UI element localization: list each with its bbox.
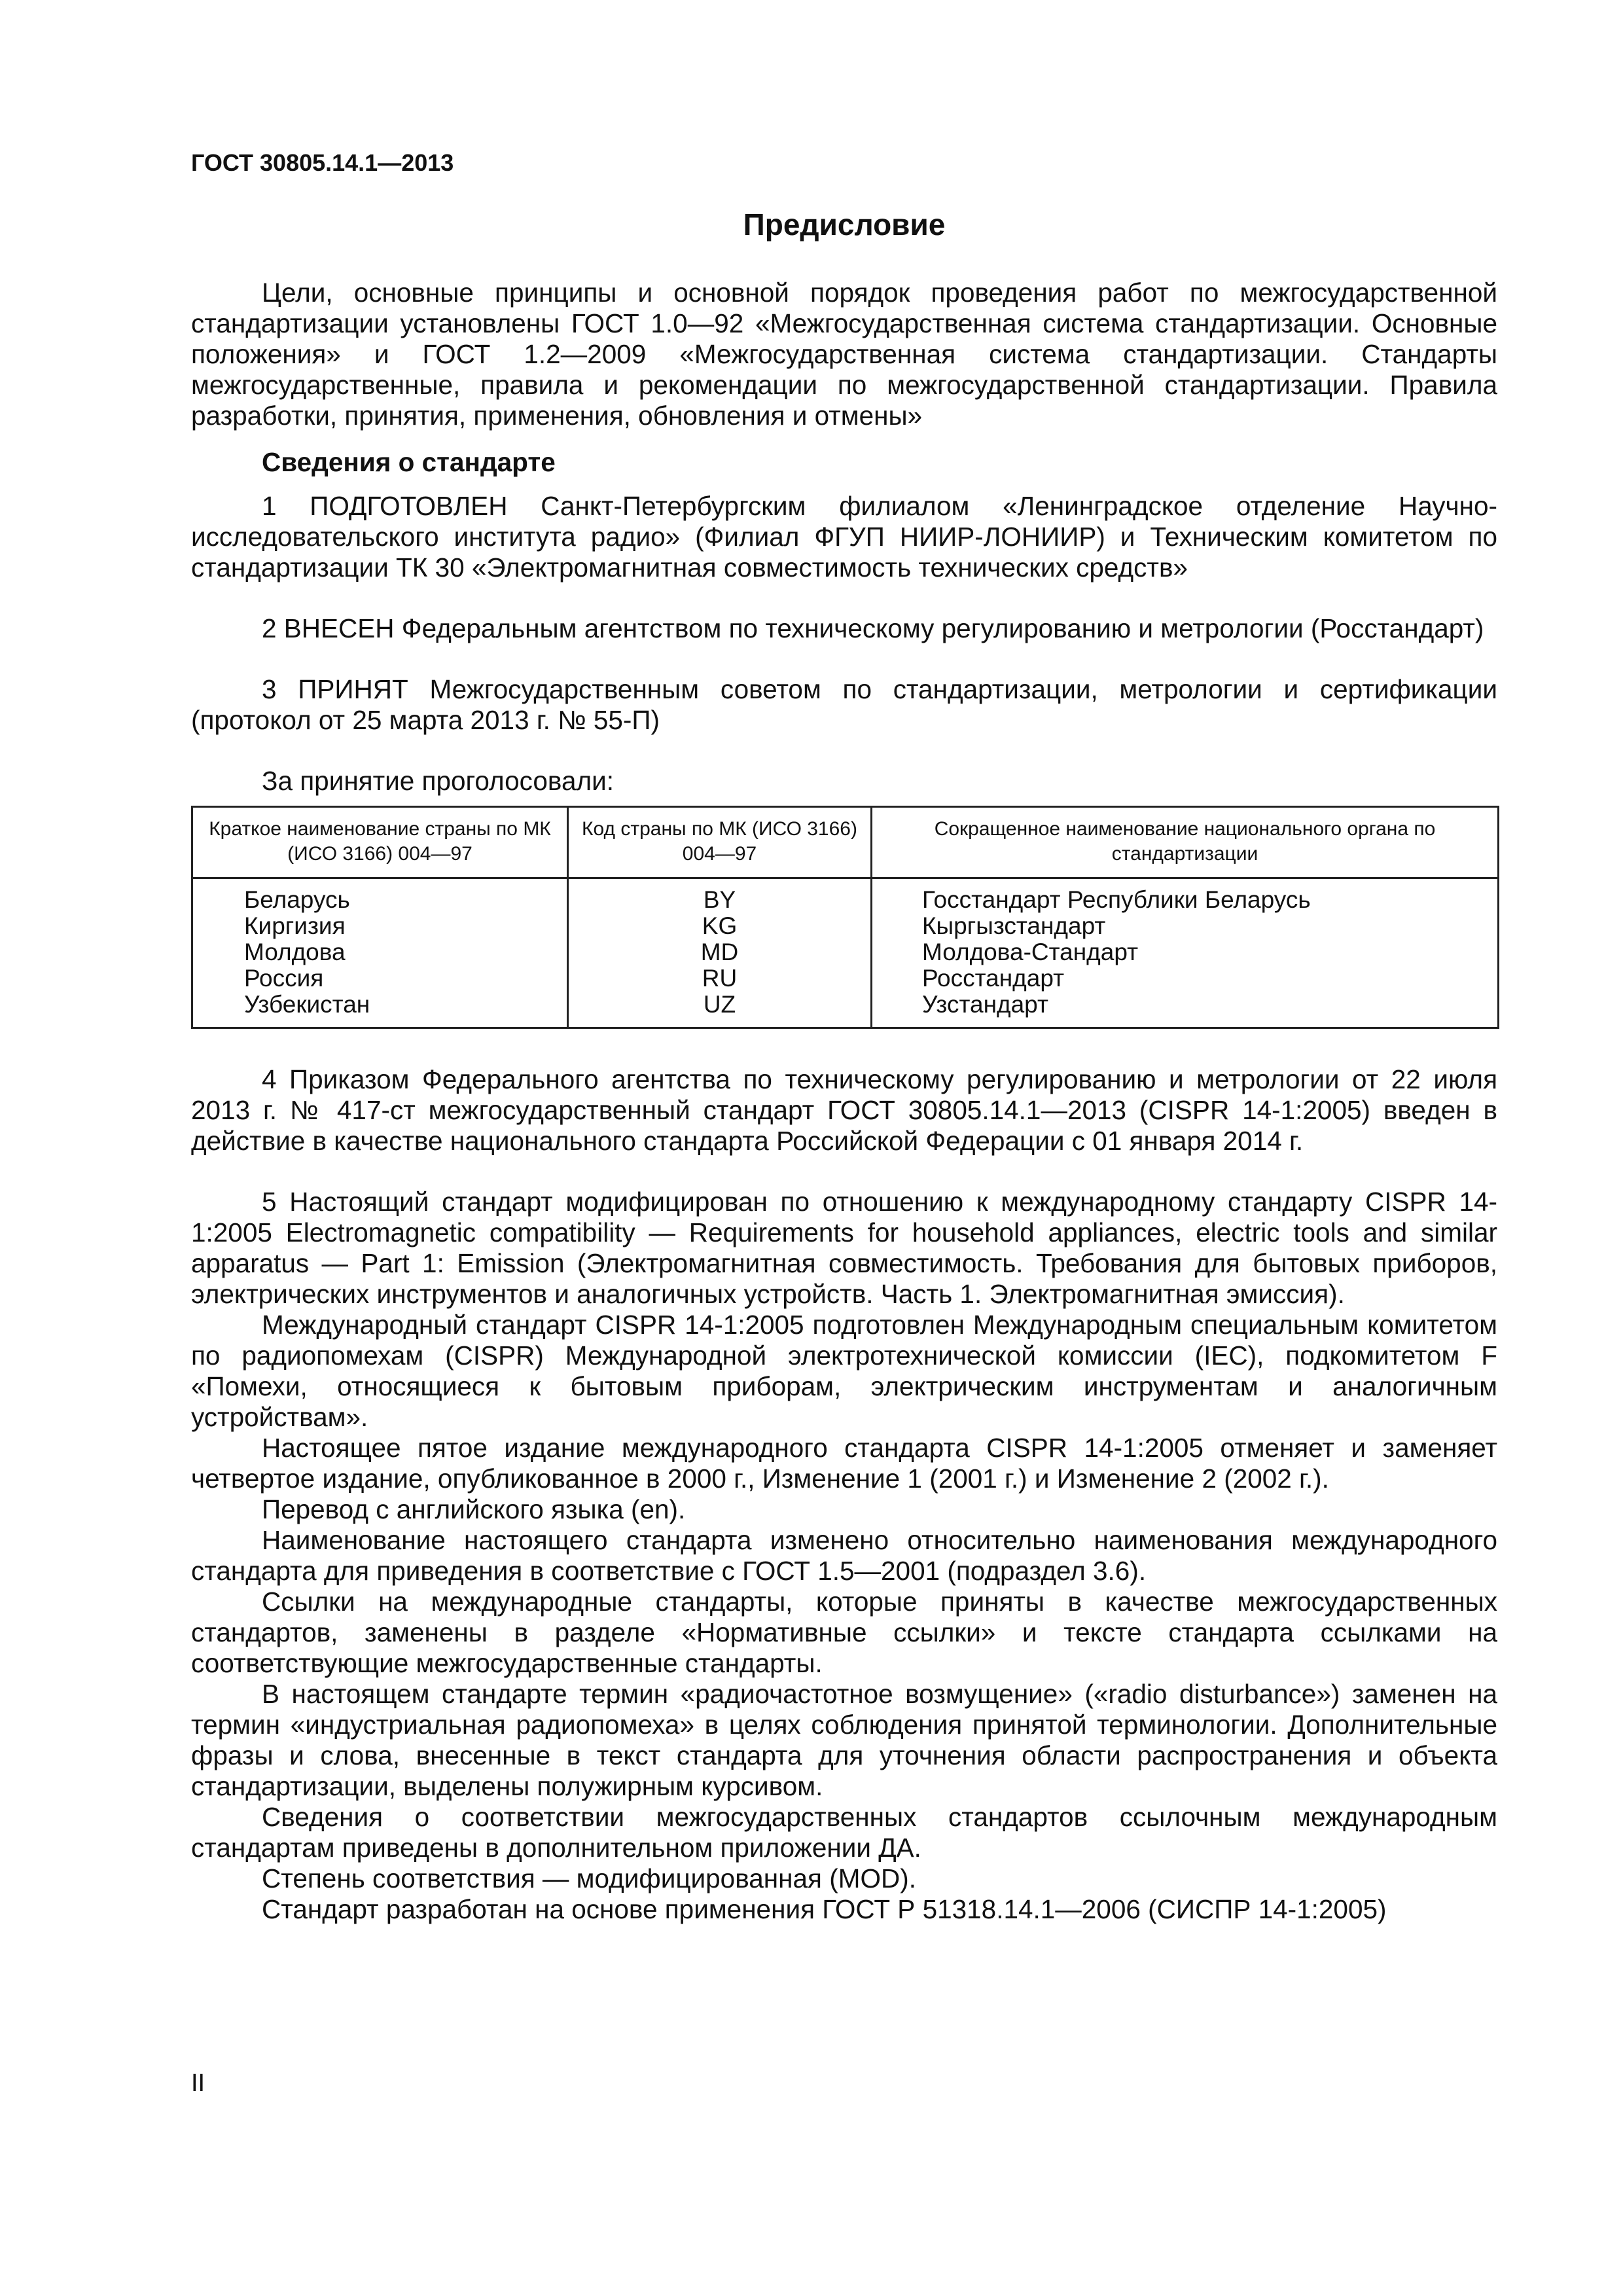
country-code: RU <box>702 965 738 992</box>
item-2-submitted: 2 ВНЕСЕН Федеральным агентством по техническому регулированию и метрологии (Росстандарт) <box>262 613 1484 643</box>
item-4-order: 4 Приказом Федерального агентства по техническому регулированию и метрологии от 22 июля 2013 г. № 417-ст межгосударственный стандарт ГОСТ 30805.14.1—2013 (CISPR 14-1:2005) введен в действие в качестве национального стандарта Российской Федерации с 01 января 2014 г. <box>191 1064 1497 1156</box>
about-standard-heading: Сведения о стандарте <box>262 447 556 477</box>
body-column <box>872 878 1499 1028</box>
item-5-paragraph: В настоящем стандарте термин «радиочастотное возмущение» («radio disturbance») заменен на термин «индустриальная радиопомеха» в целях соблюдения принятой терминологии. Дополнительные фразы и слова, внесенные в текст стандарта для уточнения области распространения и объекта стандартизации, выделены полужирным курсивом. <box>191 1679 1497 1801</box>
standards-body: Кыргызстандарт <box>922 912 1106 939</box>
standards-body: Молдова-Стандарт <box>922 939 1139 965</box>
item-5-paragraph: Настоящее пятое издание международного стандарта CISPR 14-1:2005 отменяет и заменяет четвертое издание, опубликованное в 2000 г., Изменение 1 (2001 г.) и Изменение 2 (2002 г.). <box>191 1433 1497 1494</box>
column-header-code: Код страны по МК (ИСО 3166) 004—97 <box>568 807 872 878</box>
column-header-body: Сокращенное наименование национального органа по стандартизации <box>872 807 1499 878</box>
voted-caption: За принятие проголосовали: <box>262 766 614 796</box>
table-header-row <box>192 807 1499 878</box>
country-code: UZ <box>703 991 736 1018</box>
country-code: BY <box>703 886 736 913</box>
standards-body: Госстандарт Республики Беларусь <box>922 886 1311 913</box>
country-name: Киргизия <box>244 912 346 939</box>
country-code: KG <box>702 912 738 939</box>
item-5-paragraph: 5 Настоящий стандарт модифицирован по отношению к международному стандарту CISPR 14-1:2005 Electromagnetic compatibility — Requirements for household appliances, electric tools and similar apparatus — Part 1: Emission (Электромагнитная совместимость. Требования для бытовых приборов, электрических инструментов и аналогичных устройств. Часть 1. Электромагнитная эмиссия). <box>191 1187 1497 1309</box>
country-name: Россия <box>244 965 324 992</box>
item-5-paragraph: Стандарт разработан на основе применения ГОСТ Р 51318.14.1—2006 (СИСПР 14-1:2005) <box>262 1894 1387 1924</box>
page-title: Предисловие <box>743 207 946 242</box>
item-5-paragraph: Ссылки на международные стандарты, которые приняты в качестве межгосударственных стандартов, заменены в разделе «Нормативные ссылки» и тексте стандарта ссылками на соответствующие межгосударственные стандарты. <box>191 1587 1497 1678</box>
standards-body: Узстандарт <box>922 991 1048 1018</box>
item-5-paragraph: Сведения о соответствии межгосударственных стандартов ссылочным международным стандартам приведены в дополнительном приложении ДА. <box>191 1802 1497 1863</box>
item-5-paragraph: Международный стандарт CISPR 14-1:2005 подготовлен Международным специальным комитетом по радиопомехам (CISPR) Международной электротехнической комиссии (IEC), подкомитетом F «Помехи, относящиеся к бытовым приборам, электрическим инструментам и аналогичным устройствам». <box>191 1310 1497 1432</box>
code-column <box>568 878 872 1028</box>
item-3-adopted: 3 ПРИНЯТ Межгосударственным советом по стандартизации, метрологии и сертификации (протокол от 25 марта 2013 г. № 55-П) <box>191 674 1497 735</box>
country-name: Молдова <box>244 939 346 965</box>
table-row <box>192 878 1499 1028</box>
item-5-paragraph: Наименование настоящего стандарта изменено относительно наименования международного стандарта для приведения в соответствие с ГОСТ 1.5—2001 (подраздел 3.6). <box>191 1525 1497 1586</box>
standards-body: Росстандарт <box>922 965 1065 992</box>
page-number: II <box>191 2070 205 2097</box>
country-name: Узбекистан <box>244 991 370 1018</box>
foreword-body <box>191 278 1497 1925</box>
voting-countries-table <box>191 806 1499 1029</box>
country-code: MD <box>700 939 739 965</box>
intro-paragraph: Цели, основные принципы и основной порядок проведения работ по межгосударственной стандартизации установлены ГОСТ 1.0—92 «Межгосударственная система стандартизации. Основные положения» и ГОСТ 1.2—2009 «Межгосударственная система стандартизации. Стандарты межгосударственные, правила и рекомендации по межгосударственной стандартизации. Правила разработки, принятия, применения, обновления и отмены» <box>191 278 1497 431</box>
standard-code: ГОСТ 30805.14.1—2013 <box>191 149 454 176</box>
item-5-paragraph: Перевод с английского языка (en). <box>262 1494 686 1524</box>
column-header-country: Краткое наименование страны по МК (ИСО 3166) 004—97 <box>192 807 568 878</box>
item-1-prepared: 1 ПОДГОТОВЛЕН Санкт-Петербургским филиалом «Ленинградское отделение Научно-исследовательского института радио» (Филиал ФГУП НИИР-ЛОНИИР) и Техническим комитетом по стандартизации ТК 30 «Электромагнитная совместимость технических средств» <box>191 491 1497 583</box>
country-name: Беларусь <box>244 886 350 913</box>
country-column <box>192 878 568 1028</box>
item-5-paragraph: Степень соответствия — модифицированная (MOD). <box>262 1863 916 1893</box>
